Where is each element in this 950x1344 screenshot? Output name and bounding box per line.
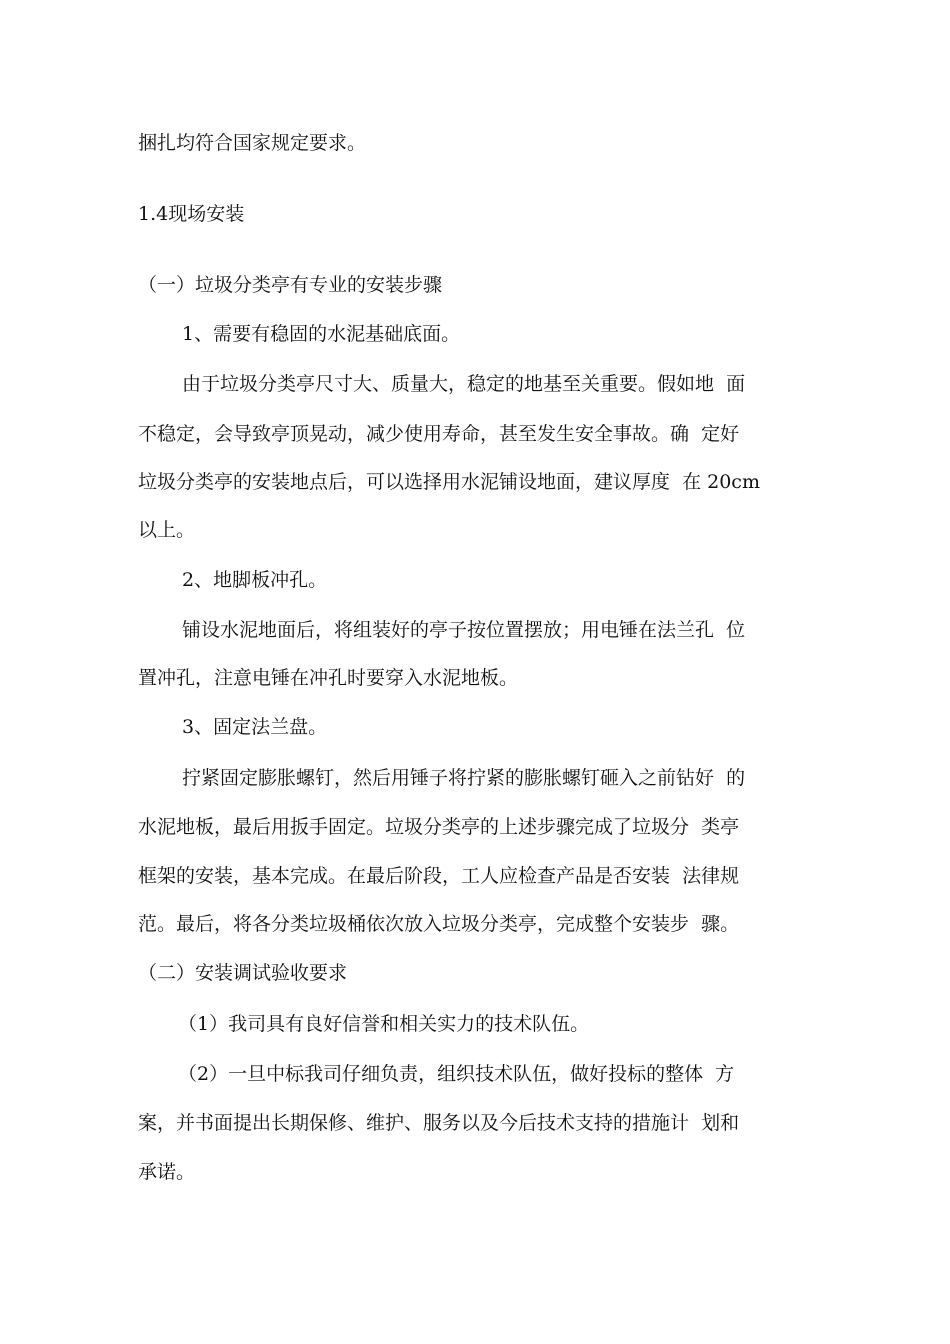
paragraph-line: 垃圾分类亭的安装地点后，可以选择用水泥铺设地面，建议厚度 在 20cm	[138, 471, 760, 493]
paragraph-line: 水泥地板，最后用扳手固定。垃圾分类亭的上述步骤完成了垃圾分 类亭	[138, 816, 740, 838]
paragraph-line: 范。最后，将各分类垃圾桶依次放入垃圾分类亭，完成整个安装步 骤。	[138, 913, 740, 935]
paragraph-line: 框架的安装，基本完成。在最后阶段，工人应检查产品是否安装 法律规	[138, 865, 740, 887]
paragraph-line: 承诺。	[138, 1161, 196, 1183]
paragraph-line: 捆扎均符合国家规定要求。	[138, 132, 367, 154]
subsection-heading: （二）安装调试验收要求	[138, 962, 348, 984]
step-heading: 2、地脚板冲孔。	[182, 569, 328, 591]
paragraph-line: 置冲孔，注意电锤在冲孔时要穿入水泥地板。	[138, 667, 519, 689]
paragraph-line: 拧紧固定膨胀螺钉，然后用锤子将拧紧的膨胀螺钉砸入之前钻好 的	[182, 767, 746, 789]
step-heading: 3、固定法兰盘。	[182, 716, 328, 738]
section-heading: 1.4现场安装	[138, 203, 245, 225]
list-item: （2）一旦中标我司仔细负责，组织技术队伍，做好投标的整体 方	[178, 1063, 735, 1085]
paragraph-line: 案，并书面提出长期保修、维护、服务以及今后技术支持的措施计 划和	[138, 1112, 740, 1134]
paragraph-line: 不稳定，会导致亭顶晃动，减少使用寿命，甚至发生安全事故。确 定好	[138, 423, 740, 445]
subsection-heading: （一）垃圾分类亭有专业的安装步骤	[138, 274, 443, 296]
paragraph-line: 铺设水泥地面后，将组装好的亭子按位置摆放；用电锤在法兰孔 位	[182, 619, 746, 641]
step-heading: 1、需要有稳固的水泥基础底面。	[182, 323, 461, 345]
paragraph-line: 以上。	[138, 519, 196, 541]
paragraph-line: 由于垃圾分类亭尺寸大、质量大，稳定的地基至关重要。假如地 面	[182, 373, 746, 395]
list-item: （1）我司具有良好信誉和相关实力的技术队伍。	[178, 1013, 590, 1035]
